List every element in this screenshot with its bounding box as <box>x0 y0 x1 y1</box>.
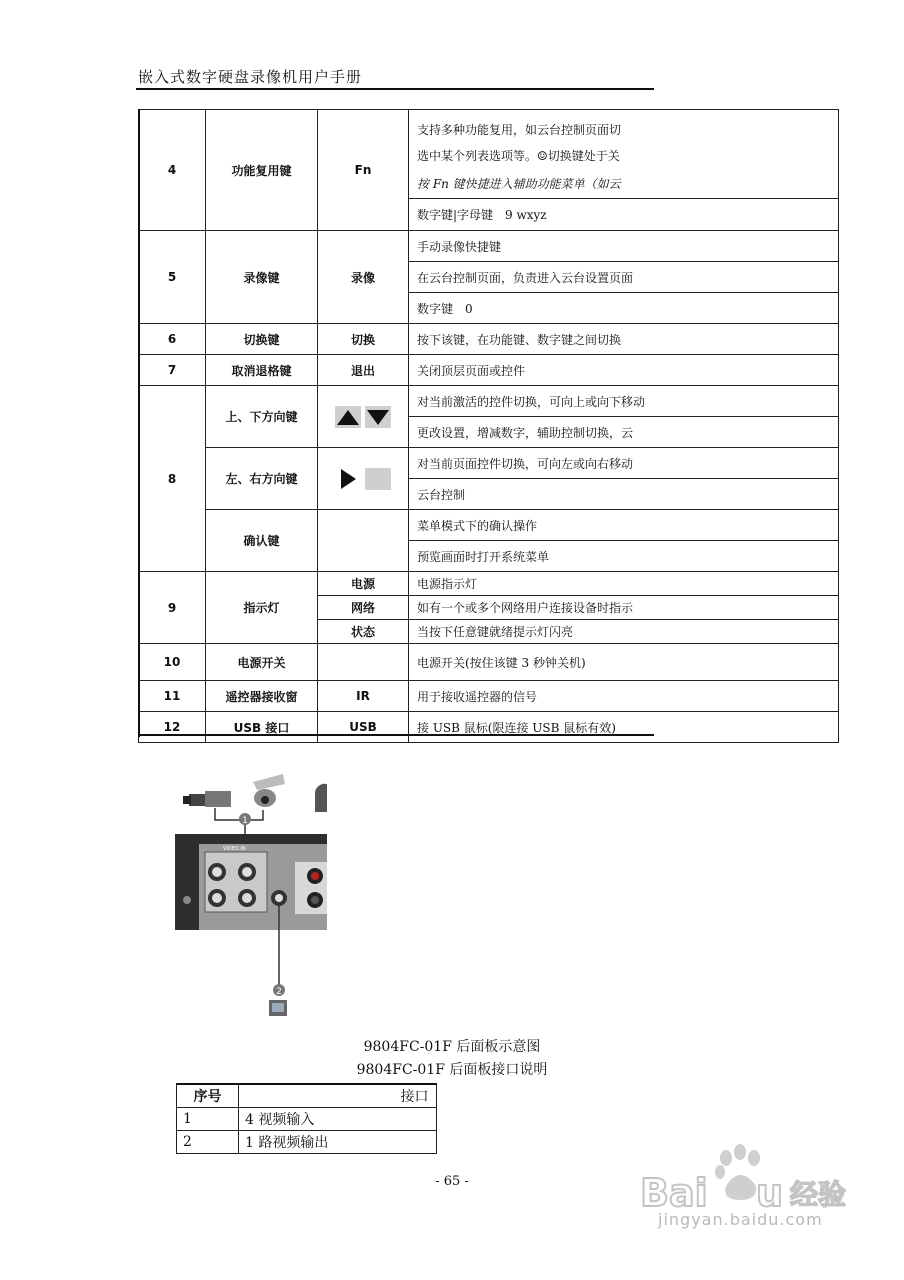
rear-panel-figure <box>175 772 327 1030</box>
svg-text:Bai: Bai <box>640 1171 708 1215</box>
row9-key2: 网络 <box>318 596 409 620</box>
arrow-down-icon <box>365 406 391 428</box>
row6-number: 6 <box>139 324 206 355</box>
row9-desc2: 如有一个或多个网络用户连接设备时指示 <box>409 596 839 620</box>
row8-ok-name: 确认键 <box>206 510 318 572</box>
row11-number: 11 <box>139 681 206 712</box>
row11-desc: 用于接收遥控器的信号 <box>409 681 839 712</box>
row9-key3: 状态 <box>318 620 409 644</box>
row7-desc: 关闭顶层页面或控件 <box>409 355 839 386</box>
row8-leftright-desc2: 云台控制 <box>409 479 839 510</box>
arrow-right-icon <box>335 468 361 490</box>
document-header-title: 嵌入式数字硬盘录像机用户手册 <box>138 68 363 86</box>
table-bottom-border <box>138 734 654 736</box>
row4-desc-line3: 按 Fn 键快捷进入辅助功能菜单（如云 <box>409 168 839 198</box>
row8-leftright-desc1: 对当前页面控件切换，可向左或向右移动 <box>409 448 839 479</box>
row12-name: USB 接口 <box>206 712 318 743</box>
row10-key <box>318 644 409 681</box>
row7-key: 退出 <box>318 355 409 386</box>
row2-index: 2 <box>177 1131 239 1154</box>
row8-updown-desc1: 对当前激活的控件切换，可向上或向下移动 <box>409 386 839 417</box>
row8-ok-desc1: 菜单模式下的确认操作 <box>409 510 839 541</box>
row6-key: 切换 <box>318 324 409 355</box>
row10-number: 10 <box>139 644 206 681</box>
row4-desc-line2: 选中某个列表选项等。☺切换键处于关 <box>409 143 839 168</box>
rear-interface-table <box>176 1083 429 1157</box>
callout-1-label: 1 <box>242 816 248 826</box>
row8-ok-desc2: 预览画面时打开系统菜单 <box>409 541 839 572</box>
row1-index: 1 <box>177 1108 239 1131</box>
row4-number: 4 <box>139 110 206 231</box>
row11-name: 遥控器接收窗 <box>206 681 318 712</box>
row8-number: 8 <box>139 386 206 572</box>
callout-2-label: 2 <box>276 987 282 997</box>
row4-name: 功能复用键 <box>206 110 318 231</box>
svg-text:经验: 经验 <box>790 1178 847 1211</box>
row8-updown-desc2: 更改设置，增减数字，辅助控制切换，云 <box>409 417 839 448</box>
row1-interface: 4 视频输入 <box>239 1108 437 1131</box>
arrow-up-icon <box>335 406 361 428</box>
row8-updown-key <box>318 386 409 448</box>
row12-key: USB <box>318 712 409 743</box>
row4-desc-line4: 数字键|字母键 9 wxyz <box>409 198 839 230</box>
row12-number: 12 <box>139 712 206 743</box>
row8-leftright-key <box>318 448 409 510</box>
figure-caption: 9804FC-01F 后面板示意图 <box>363 1039 541 1055</box>
row4-desc-line1: 支持多种功能复用，如云台控制页面切 <box>409 110 839 144</box>
row9-number: 9 <box>139 572 206 644</box>
row6-name: 切换键 <box>206 324 318 355</box>
rear-panel-diagram <box>175 772 327 1030</box>
row7-number: 7 <box>139 355 206 386</box>
row9-desc3: 当按下任意键就绪提示灯闪亮 <box>409 620 839 644</box>
row5-desc-line3: 数字键 0 <box>409 293 839 324</box>
header-rule <box>136 88 654 90</box>
header-interface: 接口 <box>239 1084 437 1108</box>
row9-desc1: 电源指示灯 <box>409 572 839 596</box>
video-in-label: VIDEO IN <box>223 846 246 852</box>
arrow-left-icon <box>365 468 391 490</box>
row7-name: 取消退格键 <box>206 355 318 386</box>
row8-ok-key <box>318 510 409 572</box>
row9-key1: 电源 <box>318 572 409 596</box>
row8-leftright-name: 左、右方向键 <box>206 448 318 510</box>
row12-desc: 接 USB 鼠标(限连接 USB 鼠标有效) <box>409 712 839 743</box>
svg-text:u: u <box>756 1171 784 1215</box>
row10-name: 电源开关 <box>206 644 318 681</box>
row5-name: 录像键 <box>206 231 318 324</box>
row5-desc-line2: 在云台控制页面，负责进入云台设置页面 <box>409 262 839 293</box>
row5-key: 录像 <box>318 231 409 324</box>
table-caption: 9804FC-01F 后面板接口说明 <box>356 1062 548 1078</box>
row10-desc: 电源开关(按住该键 3 秒钟关机) <box>409 644 839 681</box>
header-index: 序号 <box>177 1084 239 1108</box>
row2-interface: 1 路视频输出 <box>239 1131 437 1154</box>
row6-desc: 按下该键，在功能键、数字键之间切换 <box>409 324 839 355</box>
key-function-table <box>138 109 654 737</box>
row8-updown-name: 上、下方向键 <box>206 386 318 448</box>
table-left-border <box>138 109 140 737</box>
row9-name: 指示灯 <box>206 572 318 644</box>
page-number: - 65 - <box>435 1174 469 1189</box>
row5-desc-line1: 手动录像快捷键 <box>409 231 839 262</box>
row5-number: 5 <box>139 231 206 324</box>
row11-key: IR <box>318 681 409 712</box>
row4-key: Fn <box>318 110 409 231</box>
watermark-url: jingyan.baidu.com <box>658 1210 823 1229</box>
